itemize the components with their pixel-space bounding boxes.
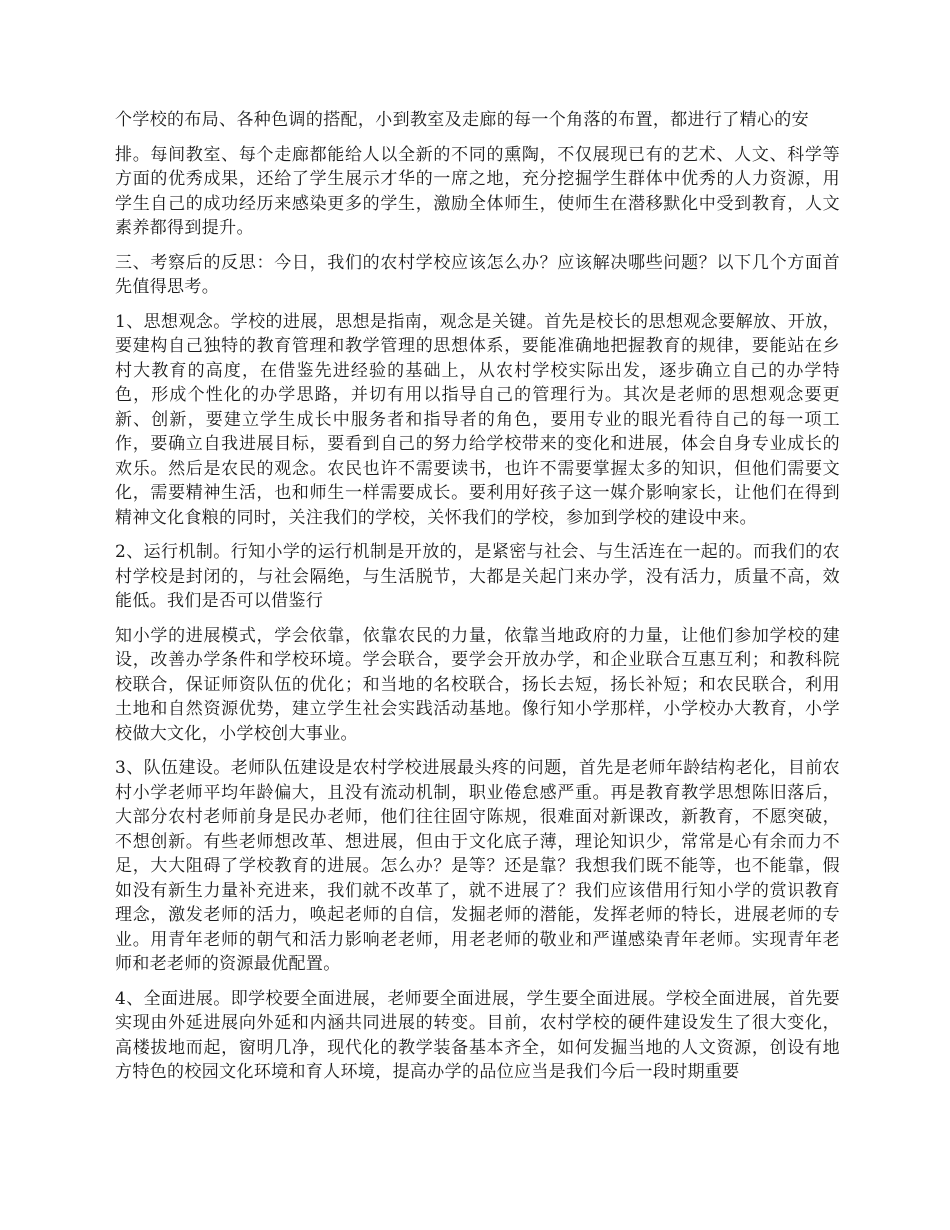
paragraph: 排。每间教室、每个走廊都能给人以全新的不同的熏陶，不仅展现已有的艺术、人文、科学等方面的优秀成果，还给了学生展示才华的一席之地，充分挖掘学生群体中优秀的人力资源，用学生自己的成功经历来感染更多的学生，激励全体师生，使师生在潜移默化中受到教育，人文素养都得到提升。: [115, 144, 840, 238]
paragraph: 知小学的进展模式，学会依靠，依靠农民的力量，依靠当地政府的力量，让他们参加学校的建设，改善办学条件和学校环境。学会联合，要学会开放办学，和企业联合互惠互利；和教科院校联合，保证师资队伍的优化；和当地的名校联合，扬长去短，扬长补短；和农民联合，利用土地和自然资源优势，建立学生社会实践活动基地。像行知小学那样，小学校办大教育，小学校做大文化，小学校创大事业。: [115, 625, 840, 744]
paragraph: 三、考察后的反思：今日，我们的农村学校应该怎么办？应该解决哪些问题？以下几个方面首先值得思考。: [115, 252, 840, 297]
paragraph: 个学校的布局、各种色调的搭配，小到教室及走廊的每一个角落的布置，都进行了精心的安: [115, 110, 809, 130]
document-body: [115, 108, 840, 1095]
paragraph: 1、思想观念。学校的进展，思想是指南，观念是关键。首先是校长的思想观念要解放、开放，要建构自己独特的教育管理和教学管理的思想体系，要能准确地把握教育的规律，要能站在乡村大教育的高度，在借鉴先进经验的基础上，从农村学校实际出发，逐步确立自己的办学特色，形成个性化的办学思路，并切有用以指导自己的管理行为。其次是老师的思想观念要更新、创新，要建立学生成长中服务者和指导者的角色，要用专业的眼光看待自己的每一项工作，要确立自我进展目标，要看到自己的努力给学校带来的变化和进展，体会自身专业成长的欢乐。然后是农民的观念。农民也许不需要读书，也许不需要掌握太多的知识，但他们需要文化，需要精神生活，也和师生一样需要成长。要利用好孩子这一媒介影响家长，让他们在得到精神文化食粮的同时，关注我们的学校，关怀我们的学校，参加到学校的建设中来。: [115, 311, 840, 528]
paragraph: 4、全面进展。即学校要全面进展，老师要全面进展，学生要全面进展。学校全面进展，首先要实现由外延进展向外延和内涵共同进展的转变。目前，农村学校的硬件建设发生了很大变化，高楼拔地而起，窗明几净，现代化的教学装备基本齐全，如何发掘当地的人文资源，创设有地方特色的校园文化环境和育人环境，提高办学的品位应当是我们今后一段时期重要: [115, 988, 840, 1082]
paragraph: 2、运行机制。行知小学的运行机制是开放的，是紧密与社会、与生活连在一起的。而我们的农村学校是封闭的，与社会隔绝，与生活脱节，大都是关起门来办学，没有活力，质量不高，效能低。我们是否可以借鉴行: [115, 542, 840, 611]
paragraph: 3、队伍建设。老师队伍建设是农村学校进展最头疼的问题，首先是老师年龄结构老化，目前农村小学老师平均年龄偏大，且没有流动机制，职业倦怠感严重。再是教育教学思想陈旧落后，大部分农村老师前身是民办老师，他们往往固守陈规，很难面对新课改，新教育，不愿突破，不想创新。有些老师想改革、想进展，但由于文化底子薄，理论知识少，常常是心有余而力不足，大大阻碍了学校教育的进展。怎么办？是等？还是靠？我想我们既不能等，也不能靠，假如没有新生力量补充进来，我们就不改革了，就不进展了？我们应该借用行知小学的赏识教育理念，激发老师的活力，唤起老师的自信，发掘老师的潜能，发挥老师的特长，进展老师的专业。用青年老师的朝气和活力影响老老师，用老老师的敬业和严谨感染青年老师。实现青年老师和老老师的资源最优配置。: [115, 758, 840, 974]
